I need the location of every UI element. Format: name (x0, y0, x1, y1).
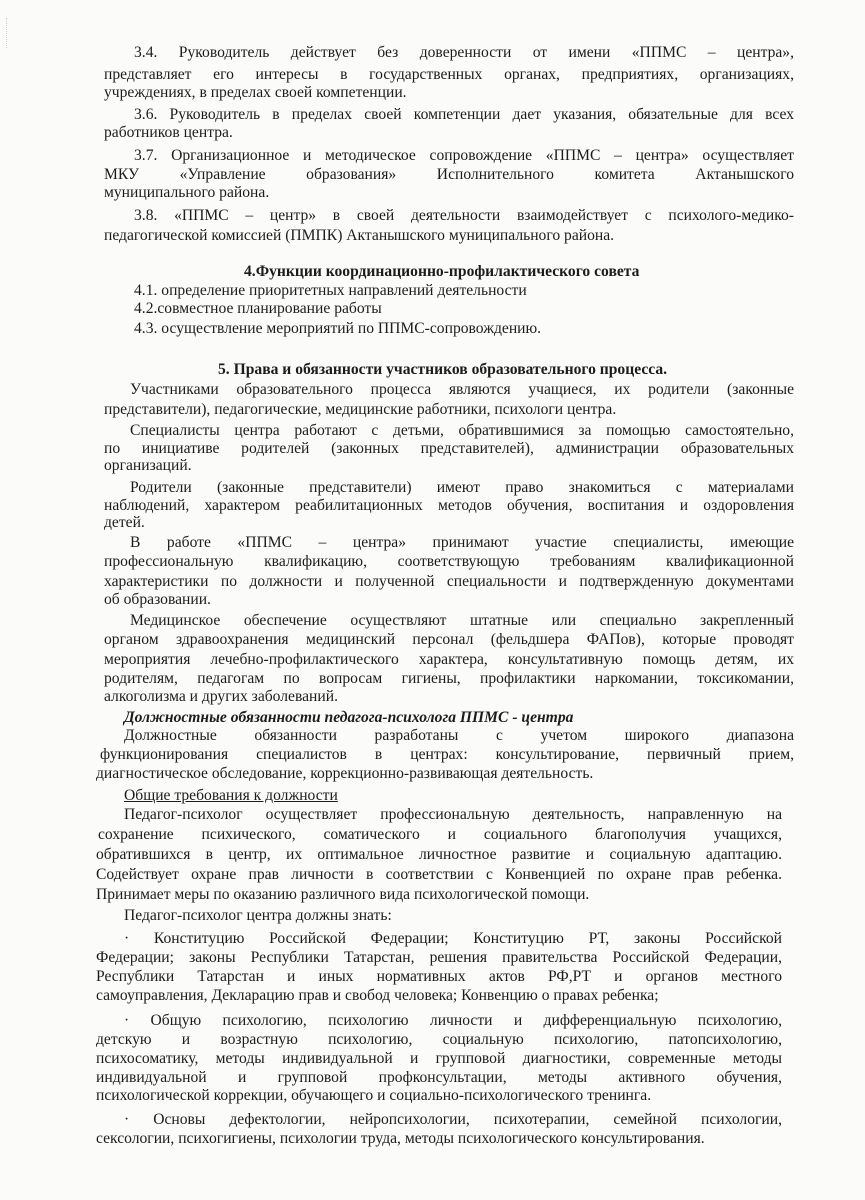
doc-line: Родители (законные представители) имеют право знакомиться с материалами (130, 479, 794, 496)
doc-line: В работе «ППМС – центра» принимают участие специалисты, имеющие (130, 534, 794, 551)
scan-artifact (6, 18, 21, 48)
subsection-heading: Должностные обязанности педагога-психолога ППМС - центра (124, 709, 574, 726)
list-item: 4.2.совместное планирование работы (134, 300, 382, 317)
doc-line: 3.7. Организационное и методическое сопровождение «ППМС – центра» осуществляет (134, 147, 794, 164)
doc-line: Федерации; законы Республики Татарстан, решения правительства Российской Федерации, (96, 949, 782, 966)
doc-line: представляет его интересы в государственных органах, предприятиях, организациях, (104, 66, 794, 83)
bullet-item: · Основы дефектологии, нейропсихологии, психотерапии, семейной психологии, (124, 1111, 782, 1128)
doc-line: профессиональную квалификацию, соответствующую требованиям квалификационной (104, 553, 794, 570)
doc-line: 3.8. «ППМС – центр» в своей деятельности взаимодействует с психолого-медико- (134, 207, 794, 224)
bullet-item: · Общую психологию, психологию личности и дифференциальную психологию, (124, 1012, 782, 1029)
doc-line: сохранение психического, соматического и социального благополучия учащихся, (98, 826, 782, 843)
bullet-item: · Конституцию Российской Федерации; Конституцию РТ, законы Российской (124, 930, 782, 947)
doc-line: алкоголизма и других заболеваний. (104, 688, 338, 705)
doc-line: по инициативе родителей (законных представителей), администрации образовательных (104, 440, 794, 457)
doc-line: 3.6. Руководитель в пределах своей компетенции дает указания, обязательные для всех (134, 106, 794, 123)
doc-line: самоуправления, Декларацию прав и свобод человека; Конвенцию о правах ребенка; (96, 987, 659, 1004)
doc-line: Медицинское обеспечение осуществляют штатные или специально закрепленный (130, 612, 794, 629)
doc-line: Принимает меры по оказанию различного вида психологической помощи. (96, 886, 590, 903)
section-4-heading: 4.Функции координационно-профилактического совета (244, 263, 640, 280)
doc-line: психосоматику, методы индивидуальной и групповой диагностики, современные методы (96, 1050, 782, 1067)
doc-line: диагностическое обследование, коррекционно-развивающая деятельность. (96, 765, 594, 782)
doc-line: детей. (104, 514, 145, 531)
list-item: 4.1. определение приоритетных направлений деятельности (134, 282, 527, 299)
doc-line: Республики Татарстан и иных нормативных актов РФ,РТ и органов местного (96, 968, 782, 985)
doc-line: индивидуальной и групповой профконсультации, методы активного обучения, (96, 1069, 782, 1086)
doc-line: функционирования специалистов в центрах: консультирование, первичный прием, (100, 746, 794, 763)
doc-line: работников центра. (104, 124, 233, 141)
doc-line: учреждениях, в пределах своей компетенции. (104, 84, 407, 101)
doc-line: органом здравоохранения медицинский персонал (фельдшера ФАПов), которые проводят (104, 631, 794, 648)
doc-line: организаций. (104, 457, 192, 474)
doc-line: Педагог-психолог осуществляет профессиональную деятельность, направленную на (124, 806, 782, 823)
doc-line: психологической коррекции, обучающего и социально-психологического тренинга. (96, 1087, 652, 1104)
list-item: 4.3. осуществление мероприятий по ППМС-сопровождению. (134, 320, 542, 337)
doc-line: Должностные обязанности разработаны с учетом широкого диапазона (124, 727, 794, 744)
doc-line: сексологии, психогигиены, психологии труда, методы психологического консультирования. (96, 1130, 705, 1147)
doc-line: обратившихся в центр, их оптимальное личностное развитие и социальную адаптацию. (96, 846, 782, 863)
doc-line: мероприятия лечебно-профилактического характера, консультативную помощь детям, их (104, 651, 794, 668)
doc-line: МКУ «Управление образования» Исполнительного комитета Актанышского (104, 166, 794, 183)
doc-line: представители), педагогические, медицинские работники, психологи центра. (104, 401, 617, 418)
doc-line: муниципального района. (104, 184, 270, 201)
doc-line: Содействует охране прав личности в соответствии с Конвенцией по охране прав ребенка. (96, 866, 782, 883)
doc-line: характеристики по должности и полученной специальности и подтвержденную документами (104, 573, 794, 590)
doc-line: об образовании. (104, 591, 211, 608)
doc-line: родителям, педагогам по вопросам гигиены, профилактики наркомании, токсикомании, (104, 670, 794, 687)
doc-line: детскую и возрастную психологию, социальную психологию, патопсихологию, (96, 1031, 782, 1048)
doc-line: Специалисты центра работают с детьми, обратившимися за помощью самостоятельно, (130, 422, 794, 439)
doc-line: Педагог-психолог центра должны знать: (124, 907, 392, 924)
underlined-subheading: Общие требования к должности (124, 787, 338, 804)
doc-line: наблюдений, характером реабилитационных методов обучения, воспитания и оздоровления (104, 497, 794, 514)
section-5-heading: 5. Права и обязанности участников образовательного процесса. (218, 361, 668, 378)
doc-line: 3.4. Руководитель действует без доверенности от имени «ППМС – центра», (134, 44, 794, 61)
doc-line: педагогической комиссией (ПМПК) Актанышского муниципального района. (104, 227, 615, 244)
doc-line: Участниками образовательного процесса являются учащиеся, их родители (законные (130, 381, 794, 398)
